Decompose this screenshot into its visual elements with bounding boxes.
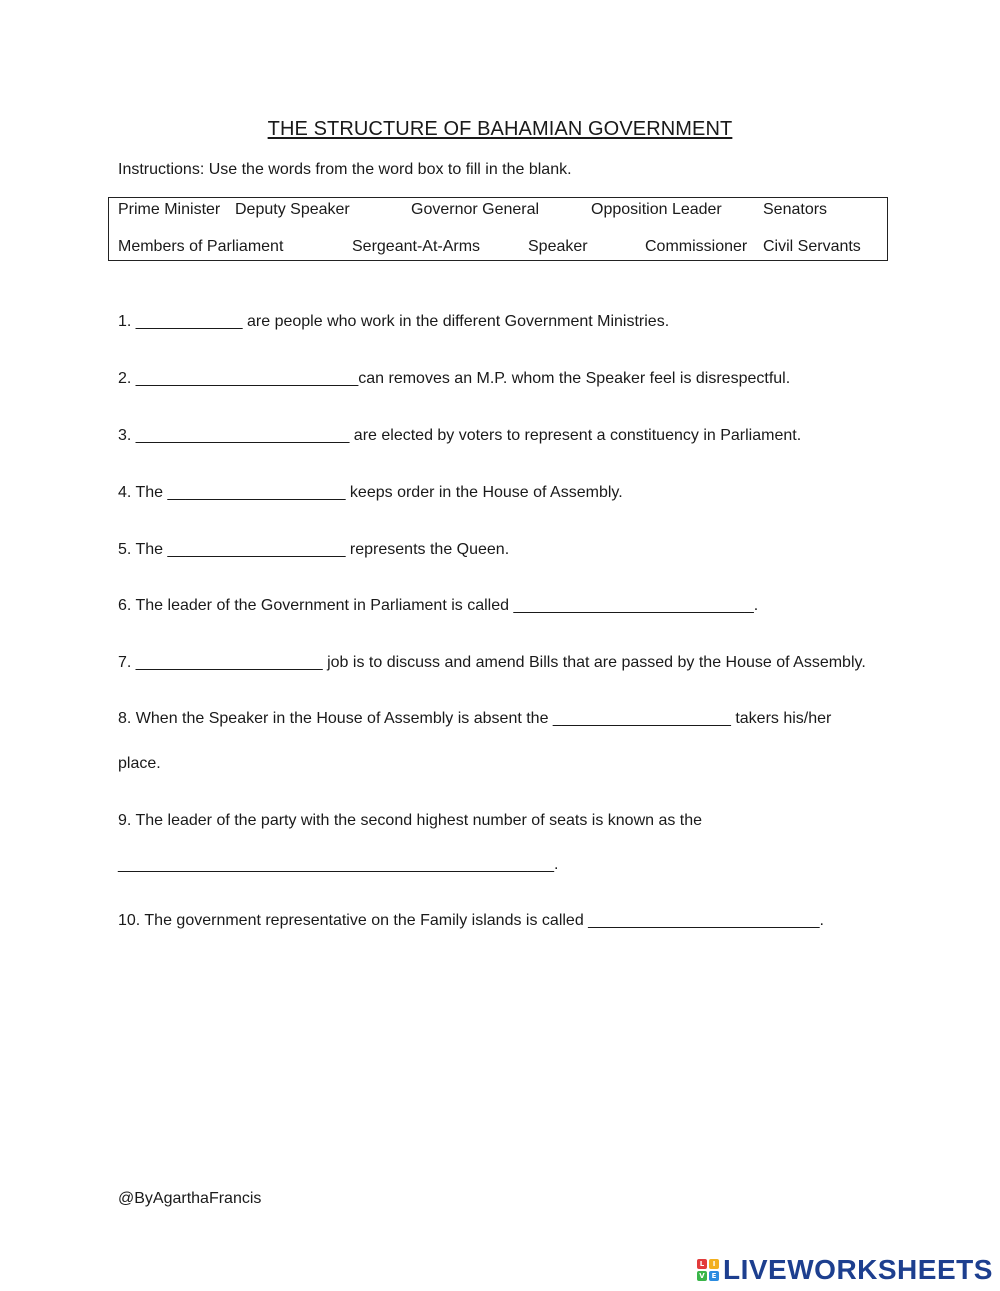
instructions-text: Instructions: Use the words from the word box to fill in the blank. — [118, 161, 572, 178]
word-box — [108, 197, 888, 261]
question-3[interactable]: 3. ________________________ are elected by voters to represent a constituency in Parliament. — [118, 427, 802, 444]
logo-block-v: V — [697, 1271, 707, 1281]
word-speaker: Speaker — [528, 238, 588, 255]
question-4[interactable]: 4. The ____________________ keeps order in the House of Assembly. — [118, 484, 623, 501]
question-1[interactable]: 1. ____________ are people who work in the different Government Ministries. — [118, 313, 670, 330]
question-9: 9. The leader of the party with the second highest number of seats is known as the — [118, 812, 703, 829]
question-10[interactable]: 10. The government representative on the Family islands is called __________________________. — [118, 912, 824, 929]
logo-block-l: L — [697, 1259, 707, 1269]
logo-block-e: E — [709, 1271, 719, 1281]
word-civil-servants: Civil Servants — [763, 238, 861, 255]
logo-blocks-icon — [697, 1259, 719, 1281]
word-members-of-parliament: Members of Parliament — [118, 238, 284, 255]
question-2[interactable]: 2. _________________________can removes an M.P. whom the Speaker feel is disrespectful. — [118, 370, 791, 387]
word-commissioner: Commissioner — [645, 238, 748, 255]
word-sergeant-at-arms: Sergeant-At-Arms — [352, 238, 481, 255]
logo-block-i: I — [709, 1259, 719, 1269]
word-senators: Senators — [763, 201, 828, 218]
word-opposition-leader: Opposition Leader — [591, 201, 722, 218]
question-9-blank[interactable]: _________________________________________________. — [118, 856, 559, 873]
question-8-continued: place. — [118, 755, 161, 772]
logo-text: LIVEWORKSHEETS — [723, 1254, 993, 1285]
word-deputy-speaker: Deputy Speaker — [235, 201, 350, 218]
word-governor-general: Governor General — [411, 201, 540, 218]
word-prime-minister: Prime Minister — [118, 201, 221, 218]
question-6[interactable]: 6. The leader of the Government in Parliament is called ___________________________. — [118, 597, 759, 614]
question-8[interactable]: 8. When the Speaker in the House of Assembly is absent the ____________________ takers his/her — [118, 710, 832, 727]
question-5[interactable]: 5. The ____________________ represents the Queen. — [118, 541, 510, 558]
page-title: THE STRUCTURE OF BAHAMIAN GOVERNMENT — [267, 118, 733, 140]
question-7[interactable]: 7. _____________________ job is to discuss and amend Bills that are passed by the House of Assembly. — [118, 654, 866, 671]
author-credit: @ByAgarthaFrancis — [118, 1190, 262, 1207]
liveworksheets-logo — [697, 1255, 993, 1285]
